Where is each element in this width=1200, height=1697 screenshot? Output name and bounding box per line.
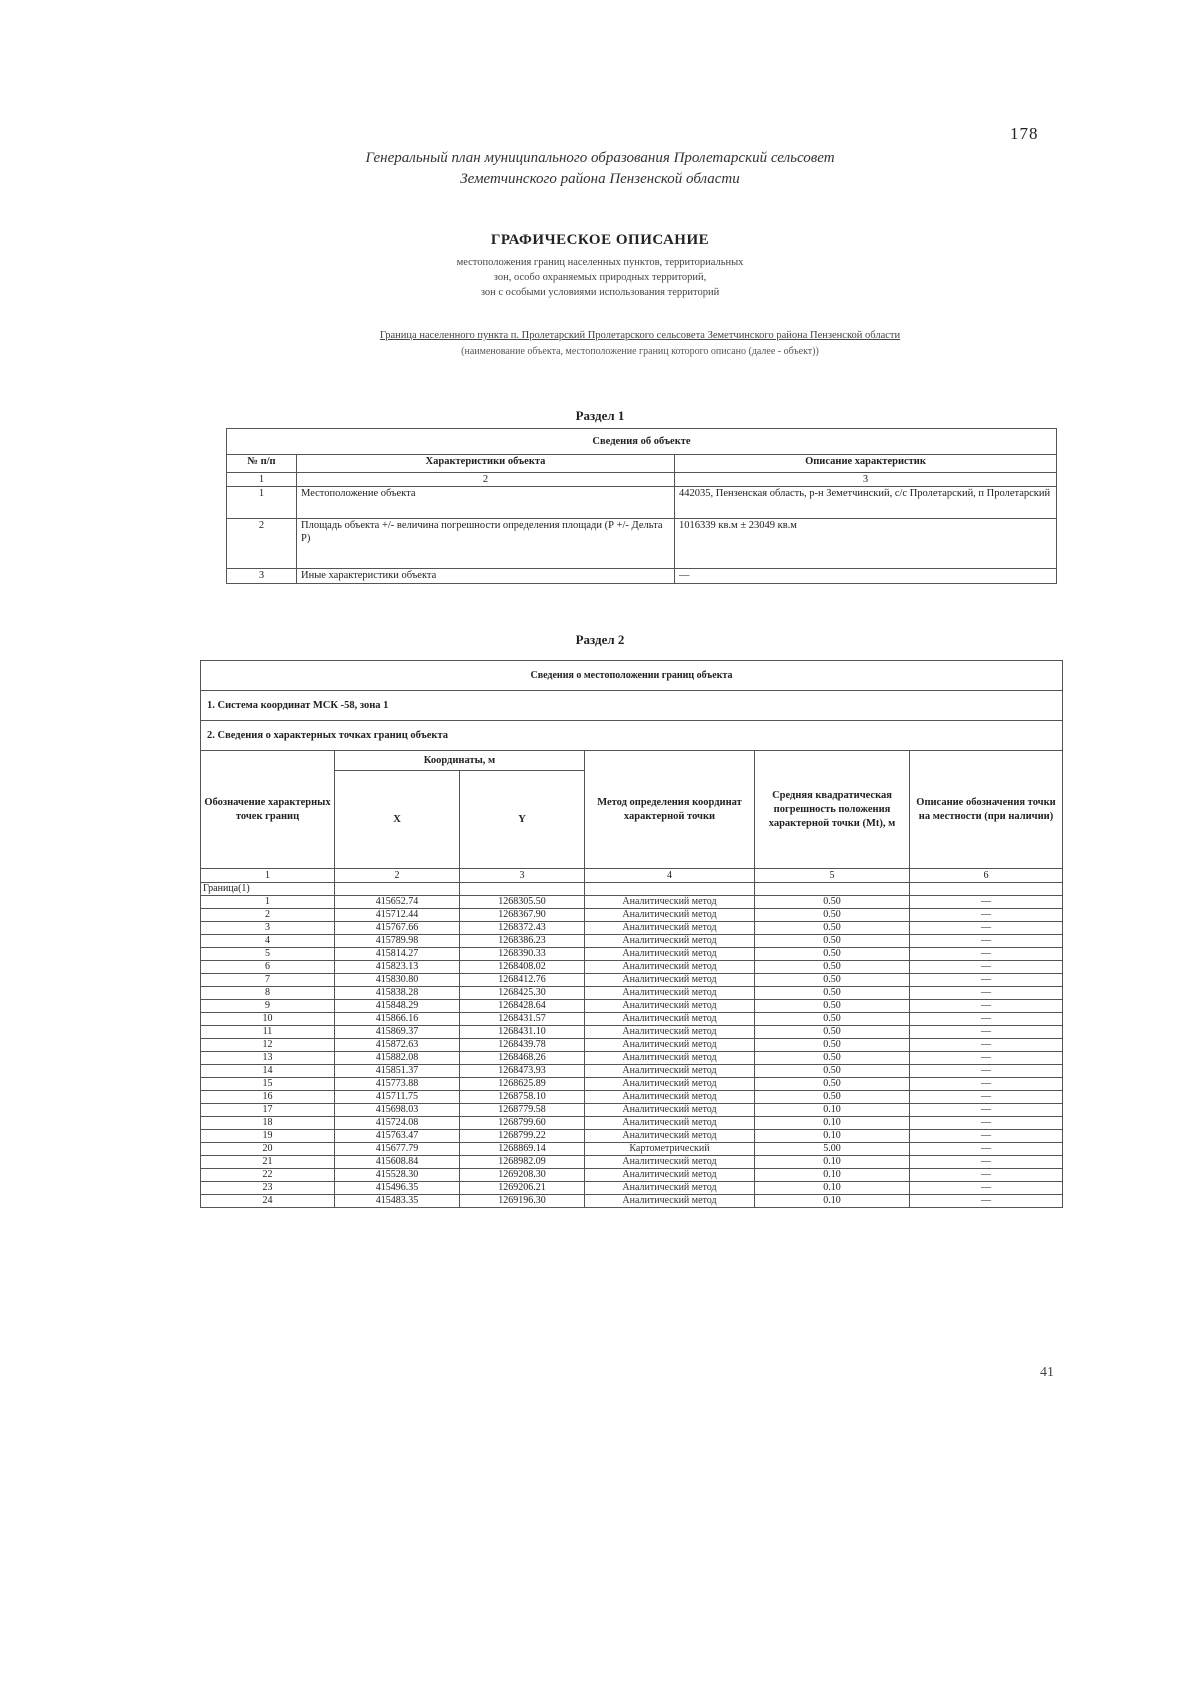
point-method: Аналитический метод <box>585 1195 755 1208</box>
point-description: — <box>910 1182 1063 1195</box>
point-error: 0.10 <box>755 1182 910 1195</box>
point-x: 415483.35 <box>335 1195 460 1208</box>
table-row <box>201 1195 1063 1208</box>
point-y: 1268625.89 <box>460 1078 585 1091</box>
point-description: — <box>910 1143 1063 1156</box>
header-line-1: Генеральный план муниципального образования Пролетарский сельсовет <box>365 150 835 166</box>
col-number: 3 <box>675 473 1057 487</box>
point-x: 415763.47 <box>335 1130 460 1143</box>
point-error: 0.50 <box>755 961 910 974</box>
col-header-coordinates: Координаты, м <box>335 751 585 771</box>
col-header-description: Описание характеристик <box>675 455 1057 473</box>
table-row <box>201 935 1063 948</box>
col-number: 3 <box>460 869 585 883</box>
point-description: — <box>910 1039 1063 1052</box>
point-error: 0.10 <box>755 1130 910 1143</box>
point-method: Аналитический метод <box>585 1156 755 1169</box>
row-characteristic: Иные характеристики объекта <box>297 569 675 584</box>
point-error: 0.50 <box>755 1039 910 1052</box>
point-y: 1269196.30 <box>460 1195 585 1208</box>
point-error: 0.50 <box>755 1052 910 1065</box>
point-y: 1268473.93 <box>460 1065 585 1078</box>
point-number: 2 <box>201 909 335 922</box>
table-row <box>201 1182 1063 1195</box>
points-caption: 2. Сведения о характерных точках границ объекта <box>201 721 1063 751</box>
point-method: Аналитический метод <box>585 948 755 961</box>
point-description: — <box>910 1130 1063 1143</box>
table-row <box>201 1013 1063 1026</box>
point-error: 0.10 <box>755 1169 910 1182</box>
point-method: Аналитический метод <box>585 1104 755 1117</box>
point-number: 14 <box>201 1065 335 1078</box>
point-number: 11 <box>201 1026 335 1039</box>
point-error: 0.50 <box>755 1013 910 1026</box>
point-number: 3 <box>201 922 335 935</box>
point-number: 15 <box>201 1078 335 1091</box>
table-row <box>201 1130 1063 1143</box>
point-number: 16 <box>201 1091 335 1104</box>
point-y: 1268799.60 <box>460 1117 585 1130</box>
table-row <box>201 1143 1063 1156</box>
point-description: — <box>910 987 1063 1000</box>
table-row <box>201 896 1063 909</box>
point-method: Аналитический метод <box>585 1078 755 1091</box>
point-x: 415608.84 <box>335 1156 460 1169</box>
point-y: 1268431.57 <box>460 1013 585 1026</box>
col-header-x: X <box>335 771 460 869</box>
point-number: 21 <box>201 1156 335 1169</box>
point-x: 415528.30 <box>335 1169 460 1182</box>
point-error: 5.00 <box>755 1143 910 1156</box>
point-number: 12 <box>201 1039 335 1052</box>
row-number: 3 <box>227 569 297 584</box>
point-x: 415712.44 <box>335 909 460 922</box>
point-error: 0.50 <box>755 1026 910 1039</box>
point-error: 0.10 <box>755 1117 910 1130</box>
point-number: 13 <box>201 1052 335 1065</box>
point-x: 415866.16 <box>335 1013 460 1026</box>
point-x: 415882.08 <box>335 1052 460 1065</box>
point-number: 10 <box>201 1013 335 1026</box>
point-x: 415773.88 <box>335 1078 460 1091</box>
boundary-group-label: Граница(1) <box>201 883 335 896</box>
point-description: — <box>910 1026 1063 1039</box>
point-description: — <box>910 961 1063 974</box>
point-number: 24 <box>201 1195 335 1208</box>
point-error: 0.50 <box>755 1065 910 1078</box>
row-description: — <box>675 569 1057 584</box>
point-x: 415496.35 <box>335 1182 460 1195</box>
row-characteristic: Местоположение объекта <box>297 487 675 519</box>
point-number: 4 <box>201 935 335 948</box>
point-description: — <box>910 1000 1063 1013</box>
point-method: Аналитический метод <box>585 1091 755 1104</box>
point-y: 1268390.33 <box>460 948 585 961</box>
point-description: — <box>910 1013 1063 1026</box>
point-error: 0.10 <box>755 1195 910 1208</box>
point-description: — <box>910 1052 1063 1065</box>
table-row <box>227 519 1057 569</box>
point-description: — <box>910 909 1063 922</box>
point-x: 415838.28 <box>335 987 460 1000</box>
object-name: Граница населенного пункта п. Пролетарский Пролетарского сельсовета Земетчинского района Пензенской области <box>379 330 901 341</box>
point-description: — <box>910 974 1063 987</box>
table-row <box>201 987 1063 1000</box>
point-description: — <box>910 935 1063 948</box>
point-x: 415848.29 <box>335 1000 460 1013</box>
point-number: 8 <box>201 987 335 1000</box>
point-y: 1268982.09 <box>460 1156 585 1169</box>
table-row <box>201 909 1063 922</box>
table-row <box>201 1039 1063 1052</box>
col-number: 4 <box>585 869 755 883</box>
row-description: 1016339 кв.м ± 23049 кв.м <box>675 519 1057 569</box>
header-line-2: Земетчинского района Пензенской области <box>460 171 740 187</box>
table-row <box>201 1104 1063 1117</box>
table-row <box>201 961 1063 974</box>
section1-title: Раздел 1 <box>575 408 625 423</box>
point-method: Аналитический метод <box>585 922 755 935</box>
table-row <box>201 1052 1063 1065</box>
point-x: 415872.63 <box>335 1039 460 1052</box>
point-error: 0.10 <box>755 1104 910 1117</box>
point-method: Аналитический метод <box>585 1013 755 1026</box>
point-description: — <box>910 1078 1063 1091</box>
section2-title: Раздел 2 <box>575 632 625 647</box>
table-row <box>227 487 1057 519</box>
point-description: — <box>910 1091 1063 1104</box>
col-header-method: Метод определения координат характерной точки <box>585 751 755 869</box>
table-row <box>201 974 1063 987</box>
col-header-num: № п/п <box>227 455 297 473</box>
point-error: 0.50 <box>755 1000 910 1013</box>
point-y: 1269208.30 <box>460 1169 585 1182</box>
point-y: 1268869.14 <box>460 1143 585 1156</box>
point-method: Аналитический метод <box>585 1065 755 1078</box>
row-number: 1 <box>227 487 297 519</box>
point-x: 415830.80 <box>335 974 460 987</box>
point-number: 17 <box>201 1104 335 1117</box>
table-row <box>201 1065 1063 1078</box>
table-row <box>227 569 1057 584</box>
point-error: 0.50 <box>755 1078 910 1091</box>
point-y: 1268439.78 <box>460 1039 585 1052</box>
point-y: 1268372.43 <box>460 922 585 935</box>
point-method: Картометрический <box>585 1143 755 1156</box>
point-description: — <box>910 1195 1063 1208</box>
point-method: Аналитический метод <box>585 961 755 974</box>
point-error: 0.50 <box>755 1091 910 1104</box>
point-y: 1268758.10 <box>460 1091 585 1104</box>
point-y: 1268412.76 <box>460 974 585 987</box>
point-error: 0.50 <box>755 987 910 1000</box>
table-row <box>201 1169 1063 1182</box>
table-row <box>201 1026 1063 1039</box>
point-y: 1268431.10 <box>460 1026 585 1039</box>
col-number: 6 <box>910 869 1063 883</box>
point-y: 1268779.58 <box>460 1104 585 1117</box>
col-number: 5 <box>755 869 910 883</box>
col-header-error: Средняя квадратическая погрешность положения характерной точки (Мt), м <box>755 751 910 869</box>
point-error: 0.50 <box>755 974 910 987</box>
doc-title: ГРАФИЧЕСКОЕ ОПИСАНИЕ <box>490 232 710 248</box>
point-method: Аналитический метод <box>585 909 755 922</box>
point-y: 1268425.30 <box>460 987 585 1000</box>
point-y: 1268799.22 <box>460 1130 585 1143</box>
point-method: Аналитический метод <box>585 935 755 948</box>
point-y: 1268367.90 <box>460 909 585 922</box>
section1-table-caption: Сведения об объекте <box>227 429 1057 455</box>
point-description: — <box>910 922 1063 935</box>
section2-table <box>200 660 1063 1208</box>
point-number: 5 <box>201 948 335 961</box>
row-characteristic: Площадь объекта +/- величина погрешности определения площади (Р +/- Дельта Р) <box>297 519 675 569</box>
object-caption: (наименование объекта, местоположение границ которого описано (далее - объект)) <box>461 346 819 357</box>
col-number: 2 <box>297 473 675 487</box>
row-number: 2 <box>227 519 297 569</box>
point-y: 1268386.23 <box>460 935 585 948</box>
point-method: Аналитический метод <box>585 1039 755 1052</box>
point-error: 0.50 <box>755 948 910 961</box>
point-method: Аналитический метод <box>585 1026 755 1039</box>
subtitle-line-1: местоположения границ населенных пунктов, территориальных <box>456 257 744 268</box>
col-header-point-description: Описание обозначения точки на местности (при наличии) <box>910 751 1063 869</box>
point-method: Аналитический метод <box>585 987 755 1000</box>
point-number: 20 <box>201 1143 335 1156</box>
col-header-characteristic: Характеристики объекта <box>297 455 675 473</box>
point-method: Аналитический метод <box>585 1000 755 1013</box>
doc-subtitle <box>0 255 1200 300</box>
point-description: — <box>910 1156 1063 1169</box>
points-table-body <box>201 896 1063 1208</box>
point-number: 22 <box>201 1169 335 1182</box>
col-number: 2 <box>335 869 460 883</box>
point-x: 415711.75 <box>335 1091 460 1104</box>
point-method: Аналитический метод <box>585 974 755 987</box>
point-number: 1 <box>201 896 335 909</box>
table-row <box>201 1117 1063 1130</box>
point-x: 415851.37 <box>335 1065 460 1078</box>
point-method: Аналитический метод <box>585 1130 755 1143</box>
point-number: 9 <box>201 1000 335 1013</box>
section2-table-caption: Сведения о местоположении границ объекта <box>201 661 1063 691</box>
point-x: 415789.98 <box>335 935 460 948</box>
point-x: 415652.74 <box>335 896 460 909</box>
point-number: 6 <box>201 961 335 974</box>
col-number: 1 <box>227 473 297 487</box>
point-method: Аналитический метод <box>585 1182 755 1195</box>
col-header-designation: Обозначение характерных точек границ <box>201 751 335 869</box>
point-y: 1268428.64 <box>460 1000 585 1013</box>
point-y: 1268468.26 <box>460 1052 585 1065</box>
table-row <box>201 1156 1063 1169</box>
point-description: — <box>910 1104 1063 1117</box>
subtitle-line-3: зон с особыми условиями использования территорий <box>480 287 720 298</box>
table-row <box>201 1091 1063 1104</box>
point-x: 415724.08 <box>335 1117 460 1130</box>
point-method: Аналитический метод <box>585 1169 755 1182</box>
point-number: 18 <box>201 1117 335 1130</box>
point-x: 415677.79 <box>335 1143 460 1156</box>
point-method: Аналитический метод <box>585 1052 755 1065</box>
row-description: 442035, Пензенская область, р-н Земетчинский, с/с Пролетарский, п Пролетарский <box>675 487 1057 519</box>
section1-table <box>226 428 1057 584</box>
point-number: 7 <box>201 974 335 987</box>
point-description: — <box>910 1117 1063 1130</box>
point-x: 415869.37 <box>335 1026 460 1039</box>
footer-page-number: 41 <box>1040 1365 1054 1380</box>
point-x: 415814.27 <box>335 948 460 961</box>
subtitle-line-2: зон, особо охраняемых природных территорий, <box>493 272 707 283</box>
point-error: 0.50 <box>755 896 910 909</box>
point-description: — <box>910 1169 1063 1182</box>
point-x: 415823.13 <box>335 961 460 974</box>
point-description: — <box>910 948 1063 961</box>
point-y: 1268408.02 <box>460 961 585 974</box>
point-x: 415698.03 <box>335 1104 460 1117</box>
point-method: Аналитический метод <box>585 1117 755 1130</box>
point-number: 23 <box>201 1182 335 1195</box>
point-error: 0.50 <box>755 922 910 935</box>
point-error: 0.50 <box>755 935 910 948</box>
col-number: 1 <box>201 869 335 883</box>
point-error: 0.50 <box>755 909 910 922</box>
point-y: 1268305.50 <box>460 896 585 909</box>
table-row <box>201 948 1063 961</box>
page-number: 178 <box>1010 124 1039 143</box>
point-y: 1269206.21 <box>460 1182 585 1195</box>
point-description: — <box>910 896 1063 909</box>
point-description: — <box>910 1065 1063 1078</box>
point-method: Аналитический метод <box>585 896 755 909</box>
table-row <box>201 1000 1063 1013</box>
point-error: 0.10 <box>755 1156 910 1169</box>
point-number: 19 <box>201 1130 335 1143</box>
table-row <box>201 1078 1063 1091</box>
table-row <box>201 922 1063 935</box>
document-header <box>0 148 1200 190</box>
col-header-y: Y <box>460 771 585 869</box>
point-x: 415767.66 <box>335 922 460 935</box>
coordinate-system: 1. Система координат МСК -58, зона 1 <box>201 691 1063 721</box>
